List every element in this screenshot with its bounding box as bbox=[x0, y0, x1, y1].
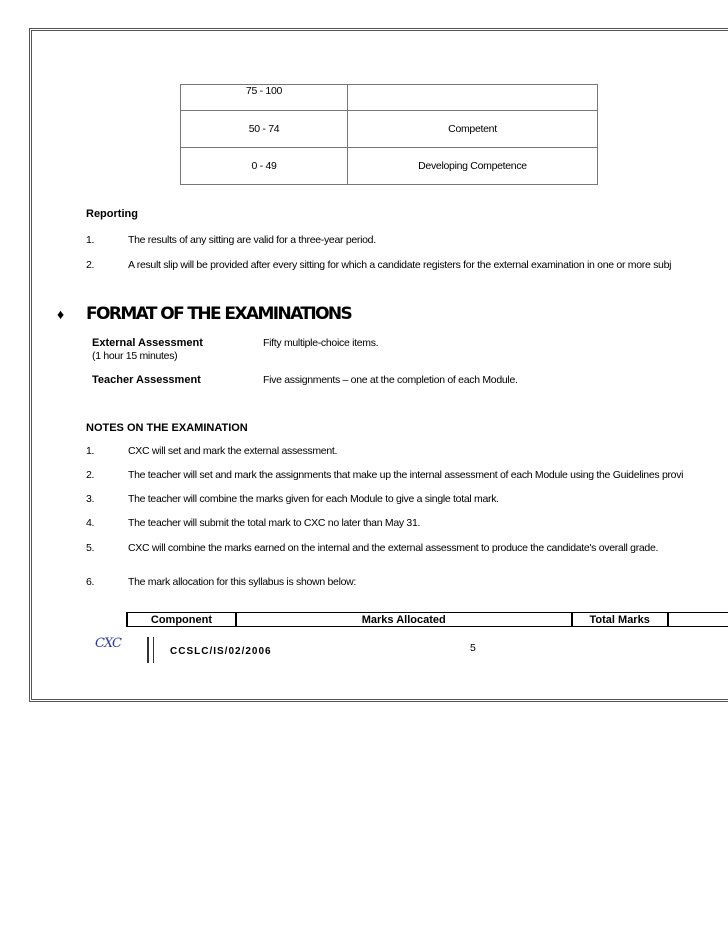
marks-table bbox=[126, 612, 728, 627]
grade-range: 50 - 74 bbox=[181, 111, 348, 148]
column-header: Marks Allocated bbox=[236, 613, 572, 627]
table-row bbox=[181, 148, 598, 185]
external-assessment-label: External Assessment bbox=[92, 337, 203, 349]
notes-title: NOTES ON THE EXAMINATION bbox=[86, 422, 248, 434]
grade-table bbox=[180, 84, 598, 185]
cxc-logo: CXC bbox=[95, 636, 121, 651]
list-item-number: 4. bbox=[86, 517, 95, 529]
grade-range: 0 - 49 bbox=[181, 148, 348, 185]
list-item: The mark allocation for this syllabus is shown below: bbox=[128, 576, 357, 588]
list-item: CXC will combine the marks earned on the internal and the external assessment to produce the candidate's overall grade. bbox=[128, 542, 659, 554]
grade-level: Developing Competence bbox=[348, 148, 598, 185]
page-number: 5 bbox=[470, 642, 476, 654]
teacher-assessment-label: Teacher Assessment bbox=[92, 374, 201, 386]
document-code: CCSLC/IS/02/2006 bbox=[170, 646, 272, 657]
list-item: CXC will set and mark the external assessment. bbox=[128, 445, 338, 457]
list-item: The results of any sitting are valid for a three-year period. bbox=[128, 234, 376, 246]
grade-level: Competent bbox=[348, 111, 598, 148]
table-row bbox=[181, 111, 598, 148]
column-header: Component bbox=[127, 613, 236, 627]
list-item: The teacher will combine the marks given for each Module to give a single total mark. bbox=[128, 493, 499, 505]
diamond-bullet-icon: ♦ bbox=[57, 306, 65, 322]
list-item-number: 6. bbox=[86, 576, 95, 588]
external-assessment-desc: Fifty multiple-choice items. bbox=[263, 337, 379, 349]
grade-level bbox=[348, 85, 598, 111]
column-header bbox=[668, 613, 728, 627]
list-item-number: 3. bbox=[86, 493, 95, 505]
teacher-assessment-desc: Five assignments – one at the completion of each Module. bbox=[263, 374, 518, 386]
external-assessment-duration: (1 hour 15 minutes) bbox=[92, 350, 178, 362]
list-item-number: 1. bbox=[86, 445, 95, 457]
table-row bbox=[181, 85, 598, 111]
reporting-title: Reporting bbox=[86, 208, 138, 220]
list-item-number: 2. bbox=[86, 259, 95, 271]
grade-range: 75 - 100 bbox=[181, 85, 348, 111]
list-item-number: 2. bbox=[86, 469, 95, 481]
section-heading: FORMAT OF THE EXAMINATIONS bbox=[86, 304, 352, 324]
list-item: The teacher will submit the total mark to CXC no later than May 31. bbox=[128, 517, 421, 529]
list-item: A result slip will be provided after every sitting for which a candidate registers for the external examination in one or more subj bbox=[128, 259, 672, 271]
divider bbox=[147, 637, 154, 663]
list-item-number: 1. bbox=[86, 234, 95, 246]
column-header: Total Marks bbox=[572, 613, 668, 627]
list-item-number: 5. bbox=[86, 542, 95, 554]
list-item: The teacher will set and mark the assignments that make up the internal assessment of each Module using the Guidelines provi bbox=[128, 469, 684, 481]
table-header-row bbox=[127, 613, 728, 627]
